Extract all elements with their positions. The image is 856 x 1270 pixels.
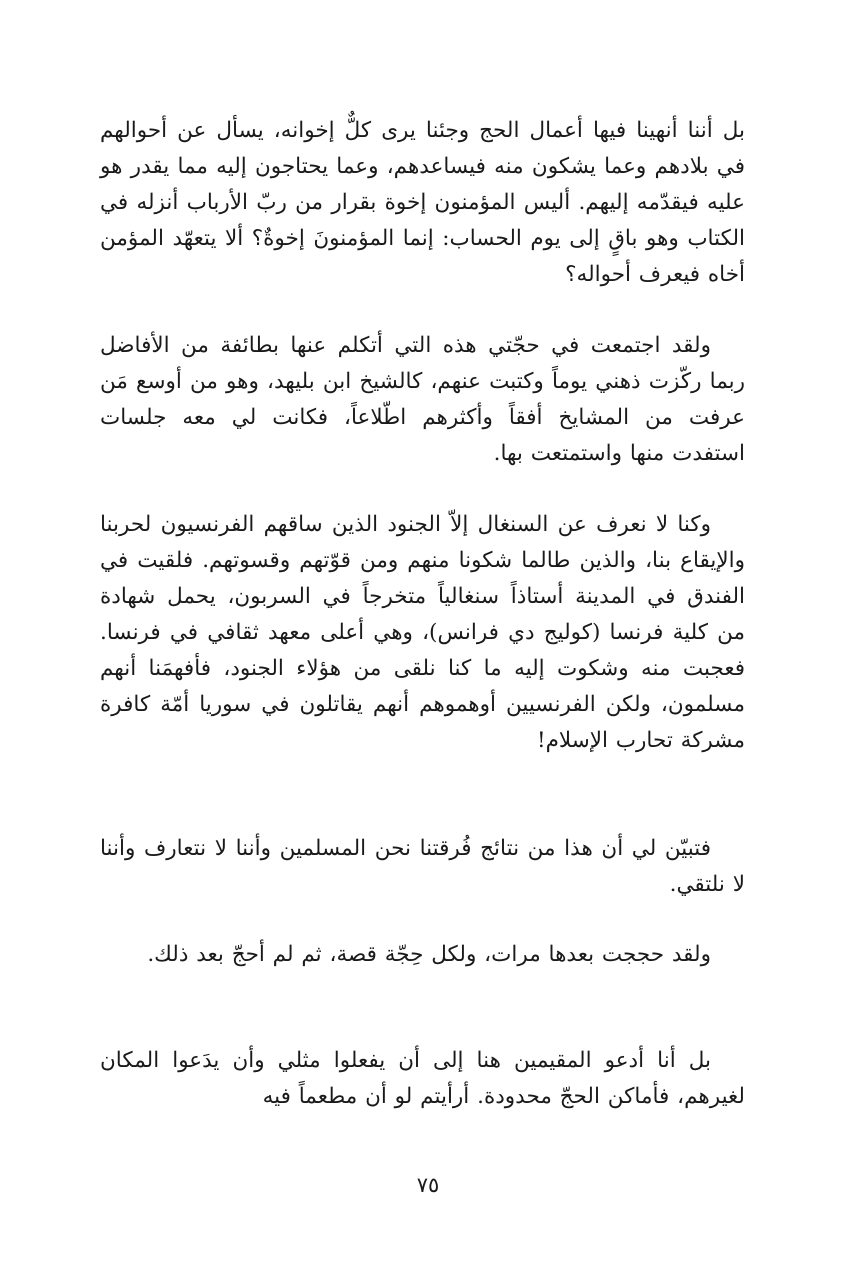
paragraph-5: ولقد حججت بعدها مرات، ولكل حِجّة قصة، ثم لم أحجّ بعد ذلك. <box>147 942 711 967</box>
paragraph-6: بل أنا أدعو المقيمين هنا إلى أن يفعلوا مثلي وأن يدَعوا المكان لغيرهم، فأماكن الحجّ محدودة. أرأيتم لو أن مطعماً فيه <box>100 1048 745 1109</box>
paragraph-1: بل أننا أنهينا فيها أعمال الحج وجئنا يرى كلٌّ إخوانه، يسأل عن أحوالهم في بلادهم وعما يشكون منه فيساعدهم، وعما يحتاجون إليه مما يقدر هو عليه فيقدّمه إليهم. أليس المؤمنون إخوة بقرار من ربّ الأرباب أنزله في الكتاب وهو باقٍ إلى يوم الحساب: إنما المؤمنونَ إخوةٌ؟ ألا يتعهّد المؤمن أخاه فيعرف أحواله؟ <box>100 118 745 287</box>
paragraph-3: وكنا لا نعرف عن السنغال إلاّ الجنود الذين ساقهم الفرنسيون لحربنا والإيقاع بنا، والذين طالما شكونا منهم ومن قوّتهم وقسوتهم. فلقيت في الفندق في المدينة أستاذاً سنغالياً متخرجاً في السربون، يحمل شهادة من كلية فرنسا (كوليج دي فرانس)، وهي أعلى معهد ثقافي في فرنسا. فعجبت منه وشكوت إليه ما كنا نلقى من هؤلاء الجنود، فأفهمَنا أنهم مسلمون، ولكن الفرنسيين أوهموهم أنهم يقاتلون في سوريا أمّة كافرة مشركة تحارب الإسلام! <box>100 512 745 753</box>
paragraph-4: فتبيّن لي أن هذا من نتائج فُرقتنا نحن المسلمين وأننا لا نتعارف وأننا لا نلتقي. <box>100 836 745 897</box>
paragraph-2: ولقد اجتمعت في حجّتي هذه التي أتكلم عنها بطائفة من الأفاضل ربما ركّزت ذهني يوماً وكتبت عنهم، كالشيخ ابن بليهد، وهو من أوسع مَن عرفت من المشايخ أفقاً وأكثرهم اطّلاعاً، فكانت لي معه جلسات استفدت منها واستمتعت بها. <box>100 333 745 466</box>
page-number: ٧٥ <box>416 1173 440 1197</box>
